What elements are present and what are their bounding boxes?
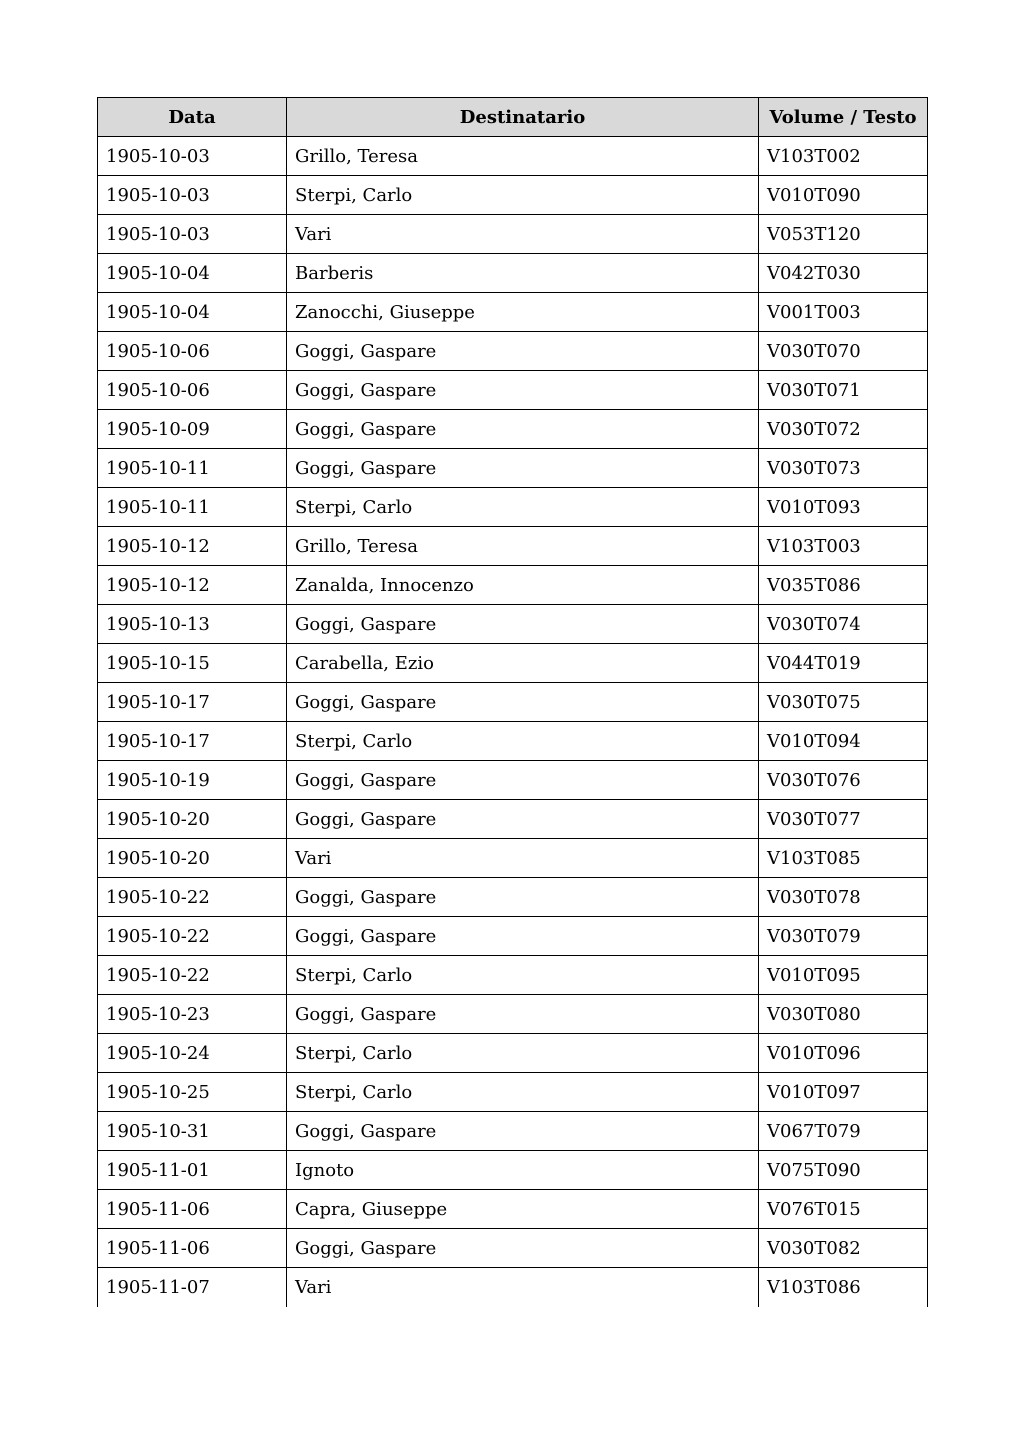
cell-date: 1905-10-24 [98,1034,287,1073]
table-row [98,1151,928,1190]
cell-volume: V030T070 [759,332,928,371]
cell-recipient: Ignoto [287,1151,759,1190]
cell-volume: V001T003 [759,293,928,332]
table-row [98,293,928,332]
cell-volume: V010T094 [759,722,928,761]
cell-volume: V010T096 [759,1034,928,1073]
table-row [98,410,928,449]
cell-date: 1905-10-19 [98,761,287,800]
cell-volume: V010T093 [759,488,928,527]
cell-volume: V067T079 [759,1112,928,1151]
cell-date: 1905-11-01 [98,1151,287,1190]
cell-volume: V103T086 [759,1268,928,1307]
table-row [98,839,928,878]
cell-date: 1905-10-23 [98,995,287,1034]
table-row [98,956,928,995]
cell-date: 1905-10-11 [98,488,287,527]
cell-date: 1905-10-20 [98,839,287,878]
cell-volume: V010T097 [759,1073,928,1112]
cell-date: 1905-10-22 [98,917,287,956]
cell-recipient: Sterpi, Carlo [287,722,759,761]
cell-volume: V030T073 [759,449,928,488]
cell-date: 1905-11-06 [98,1229,287,1268]
cell-date: 1905-10-06 [98,332,287,371]
table-row [98,1268,928,1307]
cell-recipient: Carabella, Ezio [287,644,759,683]
cell-date: 1905-10-25 [98,1073,287,1112]
cell-date: 1905-10-31 [98,1112,287,1151]
table-row [98,371,928,410]
cell-date: 1905-10-04 [98,254,287,293]
cell-recipient: Goggi, Gaspare [287,878,759,917]
table-row [98,215,928,254]
table-row [98,488,928,527]
cell-volume: V042T030 [759,254,928,293]
table-row [98,917,928,956]
cell-date: 1905-11-07 [98,1268,287,1307]
cell-recipient: Zanalda, Innocenzo [287,566,759,605]
cell-recipient: Goggi, Gaspare [287,449,759,488]
cell-volume: V035T086 [759,566,928,605]
cell-recipient: Vari [287,1268,759,1307]
cell-date: 1905-11-06 [98,1190,287,1229]
cell-volume: V030T080 [759,995,928,1034]
cell-recipient: Vari [287,839,759,878]
cell-volume: V030T077 [759,800,928,839]
table-row [98,1034,928,1073]
cell-volume: V044T019 [759,644,928,683]
table-row [98,332,928,371]
table-row [98,176,928,215]
cell-recipient: Zanocchi, Giuseppe [287,293,759,332]
table-row [98,449,928,488]
cell-recipient: Goggi, Gaspare [287,917,759,956]
table-row [98,605,928,644]
cell-date: 1905-10-15 [98,644,287,683]
cell-recipient: Grillo, Teresa [287,137,759,176]
cell-volume: V030T072 [759,410,928,449]
table-row [98,644,928,683]
header-recipient: Destinatario [287,98,759,137]
cell-date: 1905-10-17 [98,683,287,722]
cell-date: 1905-10-20 [98,800,287,839]
table-row [98,254,928,293]
cell-recipient: Sterpi, Carlo [287,488,759,527]
cell-recipient: Goggi, Gaspare [287,410,759,449]
table-row [98,1112,928,1151]
cell-volume: V053T120 [759,215,928,254]
table-row [98,761,928,800]
cell-volume: V030T082 [759,1229,928,1268]
cell-recipient: Sterpi, Carlo [287,1073,759,1112]
cell-date: 1905-10-03 [98,137,287,176]
cell-volume: V075T090 [759,1151,928,1190]
header-date: Data [98,98,287,137]
table-row [98,1190,928,1229]
table-row [98,527,928,566]
cell-date: 1905-10-03 [98,176,287,215]
table-row [98,566,928,605]
cell-recipient: Barberis [287,254,759,293]
table-body [98,137,928,1307]
cell-volume: V030T075 [759,683,928,722]
cell-recipient: Goggi, Gaspare [287,1112,759,1151]
table-row [98,1073,928,1112]
cell-date: 1905-10-04 [98,293,287,332]
header-volume: Volume / Testo [759,98,928,137]
cell-volume: V030T074 [759,605,928,644]
table-row [98,800,928,839]
cell-recipient: Goggi, Gaspare [287,605,759,644]
cell-volume: V010T090 [759,176,928,215]
cell-volume: V030T078 [759,878,928,917]
cell-volume: V076T015 [759,1190,928,1229]
cell-recipient: Goggi, Gaspare [287,371,759,410]
cell-recipient: Grillo, Teresa [287,527,759,566]
cell-recipient: Goggi, Gaspare [287,683,759,722]
table-row [98,683,928,722]
letters-table [97,97,928,1307]
cell-date: 1905-10-03 [98,215,287,254]
cell-recipient: Goggi, Gaspare [287,995,759,1034]
cell-recipient: Sterpi, Carlo [287,176,759,215]
cell-volume: V030T079 [759,917,928,956]
cell-date: 1905-10-22 [98,956,287,995]
cell-volume: V010T095 [759,956,928,995]
table-row [98,878,928,917]
cell-date: 1905-10-09 [98,410,287,449]
cell-recipient: Goggi, Gaspare [287,800,759,839]
cell-recipient: Capra, Giuseppe [287,1190,759,1229]
cell-recipient: Sterpi, Carlo [287,1034,759,1073]
cell-date: 1905-10-06 [98,371,287,410]
cell-recipient: Goggi, Gaspare [287,761,759,800]
table-row [98,1229,928,1268]
cell-recipient: Goggi, Gaspare [287,1229,759,1268]
cell-date: 1905-10-11 [98,449,287,488]
cell-date: 1905-10-13 [98,605,287,644]
cell-volume: V103T085 [759,839,928,878]
cell-volume: V030T076 [759,761,928,800]
cell-volume: V103T003 [759,527,928,566]
table-row [98,722,928,761]
cell-date: 1905-10-12 [98,527,287,566]
cell-recipient: Goggi, Gaspare [287,332,759,371]
table-header-row [98,98,928,137]
cell-volume: V103T002 [759,137,928,176]
cell-date: 1905-10-17 [98,722,287,761]
cell-date: 1905-10-22 [98,878,287,917]
cell-recipient: Vari [287,215,759,254]
cell-date: 1905-10-12 [98,566,287,605]
table-row [98,137,928,176]
cell-volume: V030T071 [759,371,928,410]
cell-recipient: Sterpi, Carlo [287,956,759,995]
table-row [98,995,928,1034]
